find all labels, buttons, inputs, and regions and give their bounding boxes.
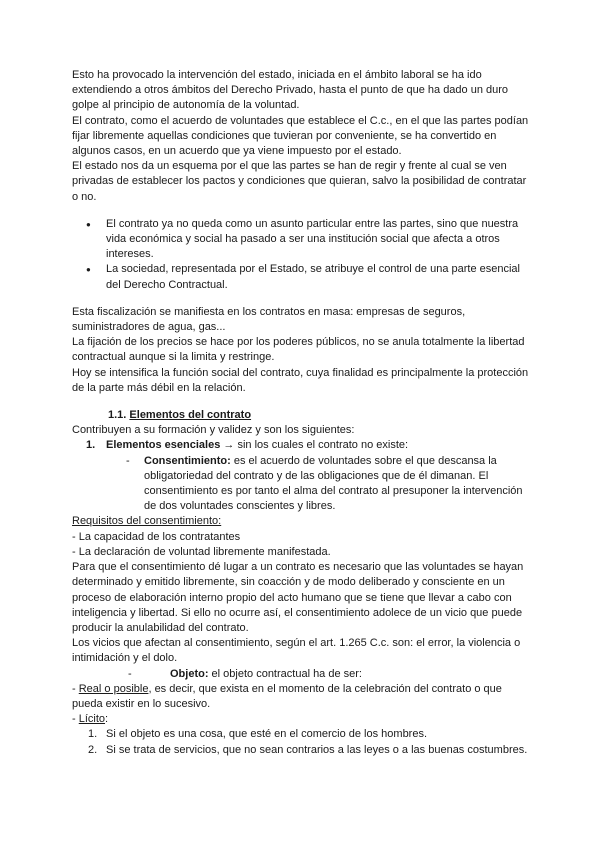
dash-marker: - [126,454,130,467]
item-text: Si se trata de servicios, que no sean contrarios a las leyes o a las buenas costumbres. [106,743,528,756]
paragraph: Para que el consentimiento dé lugar a un contrato es necesario que las voluntades se hayan determinado y emitido libremente, sin coacción y de modo deliberado y consciente en un proceso de elaboración interno propio del acto humano que se tiene que llevar a cabo con inteligencia y libertad. Si ello no ocurre así, el consentimiento adolece de un vicio que puede producir la anulabilidad del contrato. [72,561,524,634]
paragraph: La fijación de los precios se hace por los poderes públicos, no se anula totalmente la libertad contractual aunque si la limita y restringe. [72,336,525,364]
real-label: Real o posible [78,682,149,695]
item-number: 1. [88,728,98,741]
ordered-subitem [72,727,532,742]
section-intro: Contribuyen a su formación y validez y son los siguientes: [72,424,355,437]
requirement-item: - La declaración de voluntad libremente manifestada. [72,545,331,558]
document-page [72,68,532,758]
paragraph: Los vicios que afectan al consentimiento, según el art. 1.265 C.c. son: el error, la violencia o intimidación y el dolo. [72,637,521,665]
item-title: Elementos esenciales [106,439,221,452]
object-label: Objeto: [170,667,209,680]
paragraph: Hoy se intensifica la función social del contrato, cuya finalidad es principalmente la protección de la parte más débil en la relación. [72,366,529,394]
paragraph: El contrato, como el acuerdo de voluntades que establece el C.c., en el que las partes podían fijar libremente aquellas condiciones que tuvieran por conveniente, se ha convertido en algunos casos, en un acuerdo que ya viene impuesto por el estado. [72,114,529,158]
requirement-item: - La capacidad de los contratantes [72,530,241,543]
consent-label: Consentimiento: [144,454,231,467]
bullet-list [72,217,532,293]
licit-label: Lícito [78,713,106,726]
object-text: el objeto contractual ha de ser: [208,667,362,680]
section-heading [72,408,532,423]
item-number: 1. [86,439,96,452]
paragraph: Esto ha provocado la intervención del estado, iniciada en el ámbito laboral se ha ido extendiendo a otros ámbitos del Derecho Privado, hasta el punto de que ha dado un duro golpe al principio de autonomía de la voluntad. [72,69,509,112]
paragraph: Esta fiscalización se manifiesta en los contratos en masa: empresas de seguros, suministradores de agua, gas... [72,305,466,334]
real-text: , es decir, que exista en el momento de la celebración del contrato o que pueda existir en lo sucesivo. [72,682,502,710]
item-text: → sin los cuales el contrato no existe: [220,439,409,452]
consent-text: es el acuerdo de voluntades sobre el que descansa la obligatoriedad del contrato y de las obligaciones que de él dimanan. El consentimiento es por tanto el alma del contrato al presuponer la intervención de dos voluntades conscientes y libres. [144,454,523,513]
item-text: Si el objeto es una cosa, que esté en el comercio de los hombres. [106,728,428,741]
paragraph: El estado nos da un esquema por el que las partes se han de regir y frente al cual se ven privadas de establecer los pactos y condiciones que quieran, salvo la posibilidad de contratar o no. [72,160,527,203]
object-item [72,667,532,682]
ordered-subitem [72,743,532,758]
licit-item: - Lícito: [72,713,109,726]
consent-item [72,454,532,515]
item-number: 2. [88,743,98,756]
dash-marker: - [128,667,132,680]
real-item: - Real o posible, es decir, que exista en el momento de la celebración del contrato o que pueda existir en lo sucesivo. [72,682,502,710]
bullet-item: ● El contrato ya no queda como un asunto particular entre las partes, sino que nuestra vida económica y social ha pasado a ser una institución social que afecta a otros intereses. [72,217,532,263]
section-title: Elementos del contrato [129,409,252,422]
section-number: 1.1. [108,409,127,422]
bullet-item: ● La sociedad, representada por el Estado, se atribuye el control de una parte esencial del Derecho Contractual. [72,262,532,292]
ordered-item [72,438,532,453]
requirements-title: Requisitos del consentimiento: [72,515,222,528]
